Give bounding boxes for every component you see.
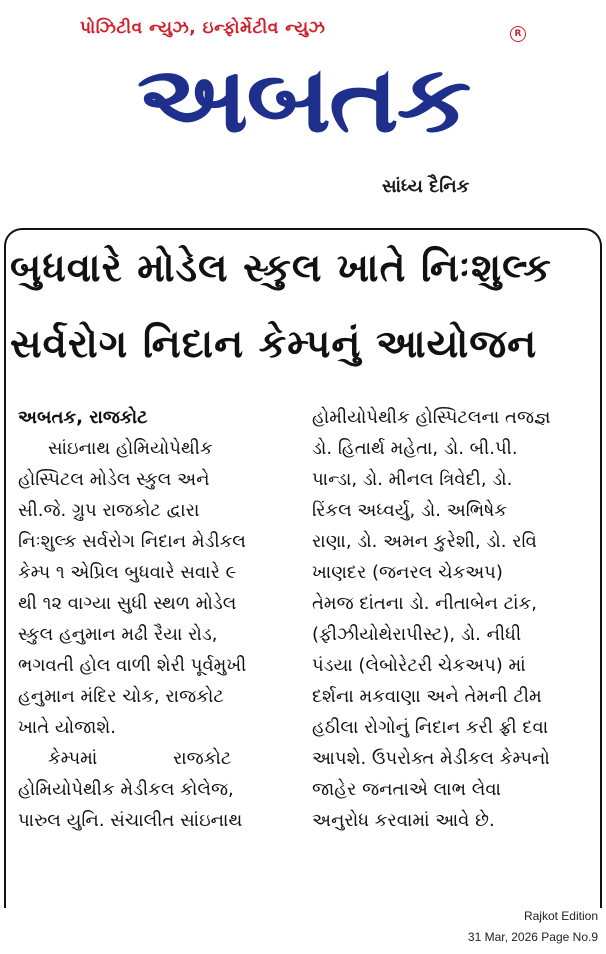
- text-line: સાંઇનાથ હોમિયોપેથીક: [48, 438, 213, 459]
- date-page-label: 31 Mar, 2026 Page No.9: [467, 930, 598, 944]
- text-line: સી.જે. ગ્રુપ રાજકોટ દ્વારા: [18, 500, 200, 521]
- text-line: ખાતે યોજાશે.: [18, 717, 116, 738]
- masthead-tagline: પોઝિટીવ ન્યુઝ, ઇન્ફોર્મેટીવ ન્યુઝ: [80, 18, 326, 38]
- text-line: પાન્ડા, ડો. મીનલ ત્રિવેદી, ડો.: [312, 469, 513, 490]
- masthead-subtitle: સાંધ્ય દૈનિક: [382, 176, 470, 197]
- text-line: ભગવતી હોલ વાળી શેરી પૂર્વમુખી: [18, 655, 247, 676]
- logo-text: અબતક: [136, 46, 470, 153]
- text-line: પંડયા (લેબોરેટરી ચેકઅપ) માં: [312, 655, 526, 676]
- text-line: રિંકલ અધ્વર્યુ, ડો. અભિષેક: [312, 500, 507, 521]
- registered-mark: R: [510, 26, 526, 42]
- text-line: (ફીઝીયોથેરાપીસ્ટ), ડો. નીધી: [312, 624, 522, 645]
- edition-label: Rajkot Edition: [523, 909, 598, 923]
- headline-line-2: સર્વરોગ નિદાન કેમ્પનું આયોજન: [10, 322, 538, 367]
- text-line: કેમ્પ ૧ એપ્રિલ બુધવારે સવારે ૯: [18, 562, 237, 583]
- text-line: કેમ્પમાં રાજકોટ: [48, 748, 232, 769]
- text-line: હોમીયોપેથીક હોસ્પિટલના તજજ્ઞ: [312, 407, 551, 428]
- text-line: પારુલ યુનિ. સંચાલીત સાંઇનાથ: [18, 810, 243, 831]
- text-line: સ્કુલ હનુમાન મઢી રૈયા રોડ,: [18, 624, 218, 645]
- text-line: ડો. હિતાર્થ મહેતા, ડો. બી.પી.: [312, 438, 518, 459]
- dateline: અબતક, રાજકોટ: [18, 407, 148, 428]
- text-line: હોમિયોપેથીક મેડીકલ કોલેજ,: [18, 779, 234, 800]
- text-line: નિઃશુલ્ક સર્વરોગ નિદાન મેડીકલ: [18, 531, 246, 552]
- headline-line-1: બુધવારે મોડેલ સ્કુલ ખાતે નિઃશુલ્ક: [10, 246, 552, 291]
- text-line: રાણા, ડો. અમન કુરેશી, ડો. રવિ: [312, 531, 537, 552]
- text-line: તેમજ દાંતના ડો. નીતાબેન ટાંક,: [312, 593, 537, 614]
- text-line: હોસ્પિટલ મોડેલ સ્કુલ અને: [18, 469, 210, 490]
- text-line: અનુરોધ કરવામાં આવે છે.: [312, 810, 495, 831]
- article-column-right: [312, 402, 600, 836]
- text-line: હનુમાન મંદિર ચોક, રાજકોટ: [18, 686, 224, 707]
- newspaper-logo: [78, 40, 528, 178]
- text-line: હઠીલા રોગોનું નિદાન કરી ફ્રી દવા: [312, 717, 549, 738]
- text-line: દર્શના મકવાણા અને તેમની ટીમ: [312, 686, 542, 707]
- text-line: થી ૧૨ વાગ્યા સુધી સ્થળ મોડેલ: [18, 593, 237, 614]
- article-column-left: [18, 402, 300, 836]
- text-line: ખાણદર (જનરલ ચેકઅપ): [312, 562, 503, 583]
- text-line: જાહેર જનતાએ લાભ લેવા: [312, 779, 501, 800]
- masthead: [0, 0, 606, 215]
- text-line: આપશે. ઉપરોક્ત મેડીકલ કેમ્પનો: [312, 748, 550, 769]
